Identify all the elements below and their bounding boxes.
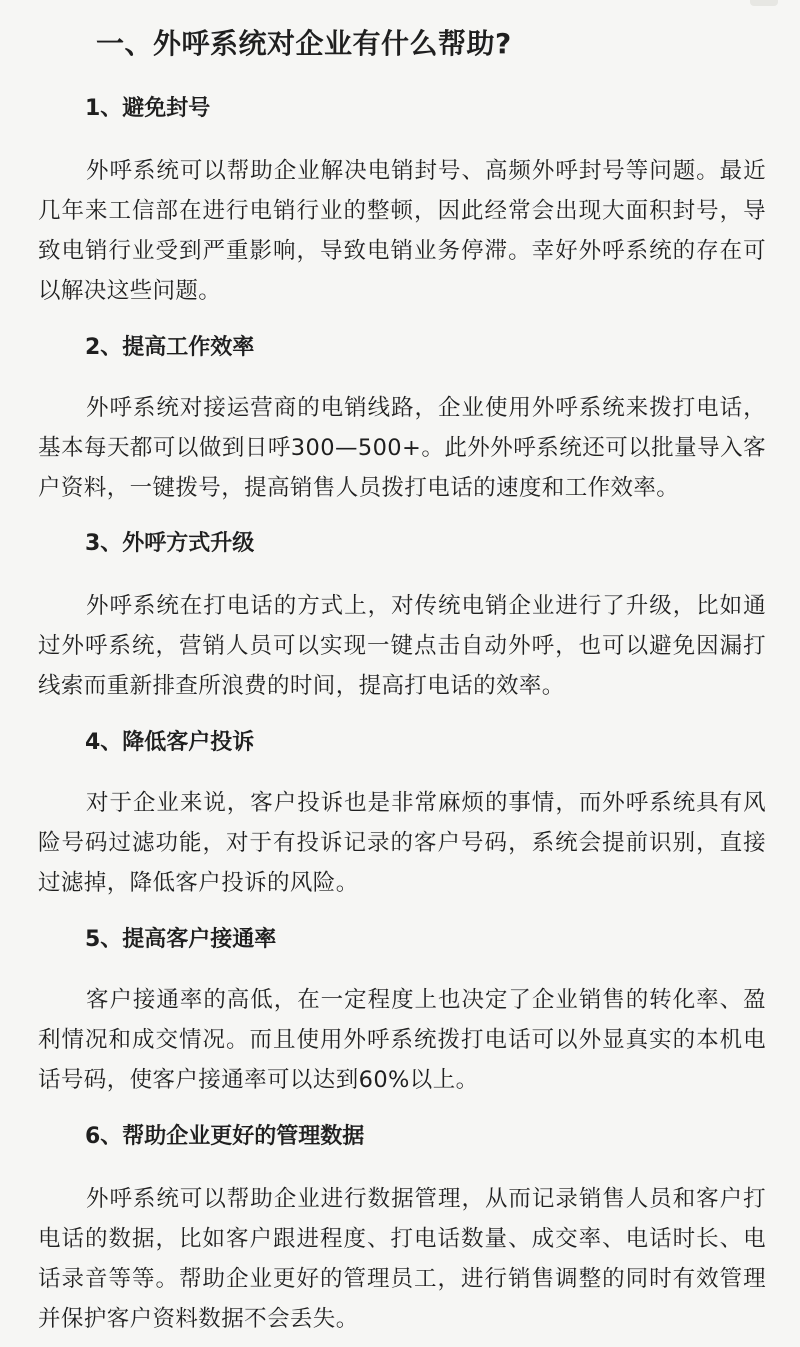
top-edge-mark [750,0,778,6]
section-heading-5: 5、提高客户接通率 [85,927,277,952]
section-heading-3: 3、外呼方式升级 [85,531,255,556]
section-body-4: 对于企业来说，客户投诉也是非常麻烦的事情，而外呼系统具有风险号码过滤功能，对于有投诉记录的客户号码，系统会提前识别，直接过滤掉，降低客户投诉的风险。 [38,790,766,896]
section-heading-6: 6、帮助企业更好的管理数据 [85,1124,365,1149]
section-heading-1: 1、避免封号 [85,96,211,121]
section-body-1: 外呼系统可以帮助企业解决电销封号、高频外呼封号等问题。最近几年来工信部在进行电销行业的整顿，因此经常会出现大面积封号，导致电销行业受到严重影响，导致电销业务停滞。幸好外呼系统的存在可以解决这些问题。 [38,158,766,304]
section-heading-4: 4、降低客户投诉 [85,730,255,755]
section-body-6: 外呼系统可以帮助企业进行数据管理，从而记录销售人员和客户打电话的数据，比如客户跟进程度、打电话数量、成交率、电话时长、电话录音等等。帮助企业更好的管理员工，进行销售调整的同时有效管理并保护客户资料数据不会丢失。 [38,1186,766,1332]
section-body-3: 外呼系统在打电话的方式上，对传统电销企业进行了升级，比如通过外呼系统，营销人员可以实现一键点击自动外呼，也可以避免因漏打线索而重新排查所浪费的时间，提高打电话的效率。 [38,593,766,699]
page-title: 一、外呼系统对企业有什么帮助? [96,27,512,60]
section-heading-2: 2、提高工作效率 [85,335,255,360]
section-body-5: 客户接通率的高低，在一定程度上也决定了企业销售的转化率、盈利情况和成交情况。而且使用外呼系统拨打电话可以外显真实的本机电话号码，使客户接通率可以达到60%以上。 [38,987,766,1093]
section-body-2: 外呼系统对接运营商的电销线路，企业使用外呼系统来拨打电话，基本每天都可以做到日呼300—500+。此外外呼系统还可以批量导入客户资料，一键拨号，提高销售人员拨打电话的速度和工作效率。 [38,395,766,501]
